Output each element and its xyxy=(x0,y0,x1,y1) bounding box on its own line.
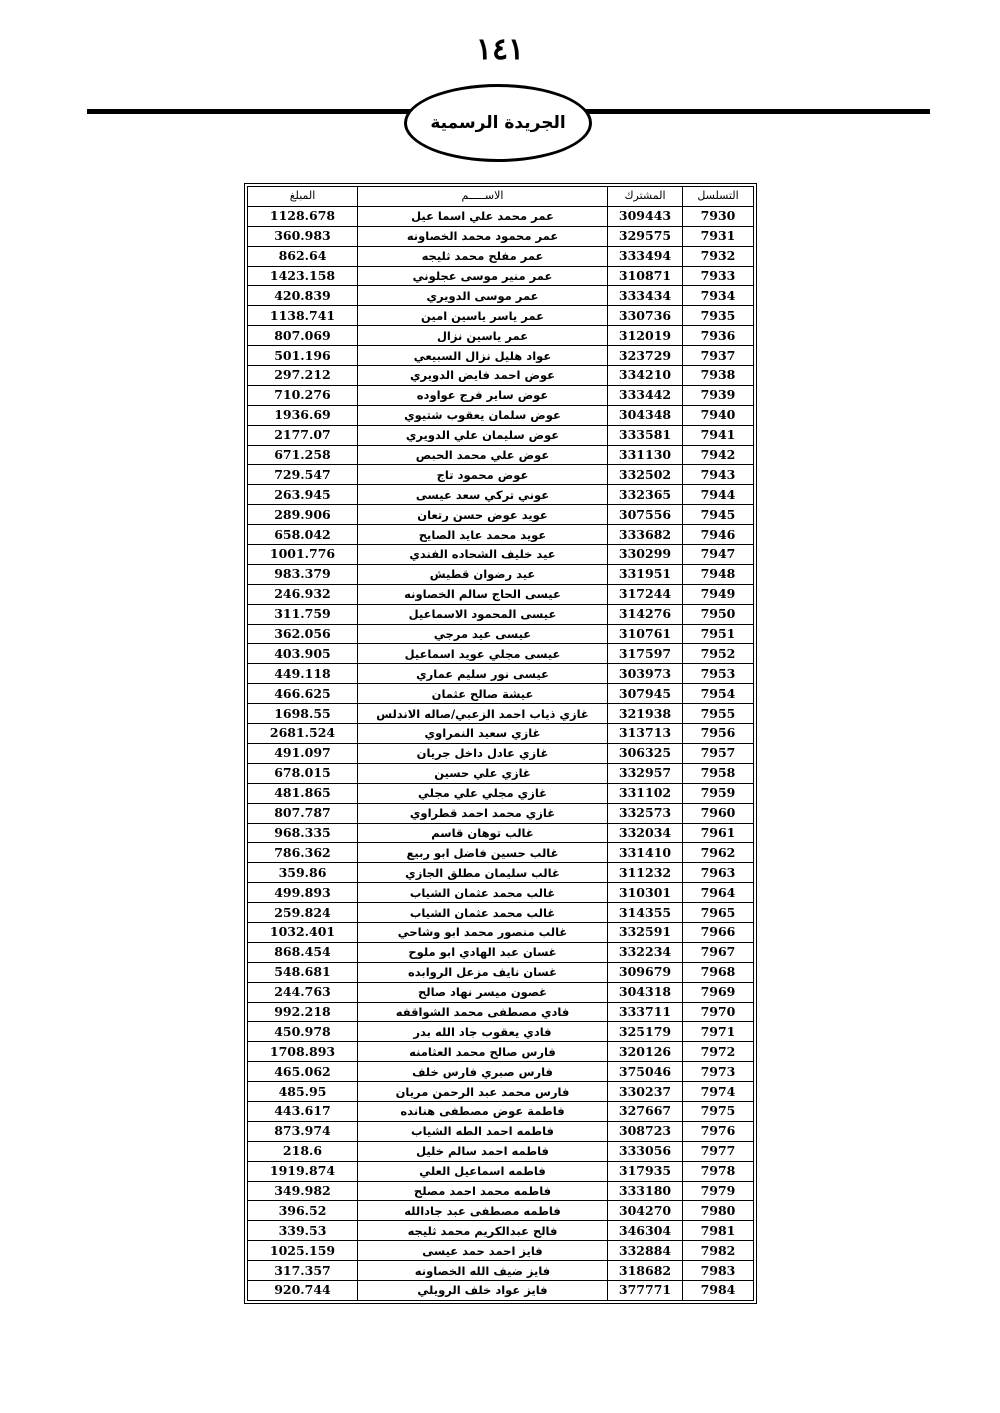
table-row xyxy=(248,226,754,246)
name-cell: غازي محمد احمد قطراوي xyxy=(358,803,608,823)
table-body xyxy=(248,206,754,1300)
table-row xyxy=(248,385,754,405)
amount-cell: 289.906 xyxy=(248,505,358,525)
table-row xyxy=(248,624,754,644)
name-cell: غالب سليمان مطلق الجازي xyxy=(358,863,608,883)
name-cell: فايز عواد خلف الرويلي xyxy=(358,1280,608,1300)
gazette-title: الجريدة الرسمية xyxy=(430,113,566,133)
amount-cell: 450.978 xyxy=(248,1022,358,1042)
serial-cell: 7935 xyxy=(683,306,754,326)
subscriber-cell: 333494 xyxy=(608,246,683,266)
serial-cell: 7944 xyxy=(683,485,754,505)
table-row xyxy=(248,803,754,823)
table-row xyxy=(248,604,754,624)
subscriber-cell: 318682 xyxy=(608,1261,683,1281)
name-cell: غالب توهان قاسم xyxy=(358,823,608,843)
name-cell: غازي سعيد النمراوي xyxy=(358,724,608,744)
serial-cell: 7977 xyxy=(683,1141,754,1161)
table-row xyxy=(248,962,754,982)
subscriber-cell: 331410 xyxy=(608,843,683,863)
serial-cell: 7950 xyxy=(683,604,754,624)
subscriber-cell: 375046 xyxy=(608,1062,683,1082)
table-row xyxy=(248,903,754,923)
name-cell: فاطمه احمد سالم خليل xyxy=(358,1141,608,1161)
serial-cell: 7970 xyxy=(683,1002,754,1022)
name-cell: غازي عادل داخل جريان xyxy=(358,743,608,763)
subscriber-cell: 314355 xyxy=(608,903,683,923)
name-cell: عويد محمد عايد الصايح xyxy=(358,525,608,545)
serial-cell: 7972 xyxy=(683,1042,754,1062)
name-cell: عوض ساير فرج عواوده xyxy=(358,385,608,405)
subscriber-cell: 312019 xyxy=(608,326,683,346)
name-cell: عوض سلمان يعقوب شتيوي xyxy=(358,405,608,425)
table-row xyxy=(248,425,754,445)
table-row xyxy=(248,584,754,604)
table-row xyxy=(248,724,754,744)
serial-cell: 7946 xyxy=(683,525,754,545)
name-cell: عيد خليف الشحاده الفندي xyxy=(358,545,608,565)
name-cell: عمر مفلح محمد ثليجه xyxy=(358,246,608,266)
serial-cell: 7964 xyxy=(683,883,754,903)
name-cell: غالب محمد عثمان الشياب xyxy=(358,883,608,903)
amount-cell: 466.625 xyxy=(248,684,358,704)
name-cell: فاطمه احمد الطه الشياب xyxy=(358,1121,608,1141)
header-serial: التسلسل xyxy=(683,187,754,207)
name-cell: عمر محمود محمد الخصاونه xyxy=(358,226,608,246)
subscriber-cell: 329575 xyxy=(608,226,683,246)
amount-cell: 920.744 xyxy=(248,1280,358,1300)
table-row xyxy=(248,266,754,286)
subscriber-cell: 313713 xyxy=(608,724,683,744)
name-cell: عمر ياسين نزال xyxy=(358,326,608,346)
serial-cell: 7974 xyxy=(683,1082,754,1102)
table-row xyxy=(248,883,754,903)
table-row xyxy=(248,1121,754,1141)
table-row xyxy=(248,743,754,763)
amount-cell: 729.547 xyxy=(248,465,358,485)
table-row xyxy=(248,366,754,386)
subscriber-cell: 310301 xyxy=(608,883,683,903)
name-cell: غسان نايف مزعل الروابده xyxy=(358,962,608,982)
subscriber-cell: 317597 xyxy=(608,644,683,664)
name-cell: فايز احمد حمد عيسى xyxy=(358,1241,608,1261)
amount-cell: 862.64 xyxy=(248,246,358,266)
subscriber-cell: 307945 xyxy=(608,684,683,704)
subscriber-cell: 306325 xyxy=(608,743,683,763)
name-cell: عيسى نور سليم عماري xyxy=(358,664,608,684)
amount-cell: 403.905 xyxy=(248,644,358,664)
subscriber-cell: 304318 xyxy=(608,982,683,1002)
serial-cell: 7968 xyxy=(683,962,754,982)
subscriber-cell: 331951 xyxy=(608,564,683,584)
serial-cell: 7953 xyxy=(683,664,754,684)
amount-cell: 1032.401 xyxy=(248,922,358,942)
subscriber-cell: 330237 xyxy=(608,1082,683,1102)
header-name: الاســـــم xyxy=(358,187,608,207)
table-row xyxy=(248,1101,754,1121)
amount-cell: 218.6 xyxy=(248,1141,358,1161)
amount-cell: 1128.678 xyxy=(248,206,358,226)
subscriber-table xyxy=(247,186,754,1301)
amount-cell: 983.379 xyxy=(248,564,358,584)
subscriber-cell: 323729 xyxy=(608,346,683,366)
amount-cell: 297.212 xyxy=(248,366,358,386)
subscriber-cell: 308723 xyxy=(608,1121,683,1141)
serial-cell: 7952 xyxy=(683,644,754,664)
subscriber-cell: 309679 xyxy=(608,962,683,982)
amount-cell: 1919.874 xyxy=(248,1161,358,1181)
amount-cell: 311.759 xyxy=(248,604,358,624)
name-cell: عيسى المحمود الاسماعيل xyxy=(358,604,608,624)
name-cell: عوض علي محمد الحبص xyxy=(358,445,608,465)
table-row xyxy=(248,465,754,485)
subscriber-cell: 310761 xyxy=(608,624,683,644)
amount-cell: 349.982 xyxy=(248,1181,358,1201)
amount-cell: 443.617 xyxy=(248,1101,358,1121)
header-subscriber: المشترك xyxy=(608,187,683,207)
name-cell: عوض سليمان علي الدويري xyxy=(358,425,608,445)
subscriber-cell: 333434 xyxy=(608,286,683,306)
name-cell: عوض احمد فايض الدويري xyxy=(358,366,608,386)
amount-cell: 339.53 xyxy=(248,1221,358,1241)
amount-cell: 873.974 xyxy=(248,1121,358,1141)
amount-cell: 359.86 xyxy=(248,863,358,883)
name-cell: عيسى عيد مرجي xyxy=(358,624,608,644)
amount-cell: 1708.893 xyxy=(248,1042,358,1062)
table-row xyxy=(248,405,754,425)
amount-cell: 396.52 xyxy=(248,1201,358,1221)
name-cell: فاطمه محمد احمد مصلح xyxy=(358,1181,608,1201)
subscriber-cell: 332034 xyxy=(608,823,683,843)
serial-cell: 7978 xyxy=(683,1161,754,1181)
subscriber-cell: 332573 xyxy=(608,803,683,823)
name-cell: غصون ميسر نهاد صالح xyxy=(358,982,608,1002)
amount-cell: 1698.55 xyxy=(248,704,358,724)
table-row xyxy=(248,545,754,565)
amount-cell: 658.042 xyxy=(248,525,358,545)
subscriber-cell: 333180 xyxy=(608,1181,683,1201)
name-cell: غازي مجلي علي مجلي xyxy=(358,783,608,803)
table-row xyxy=(248,1062,754,1082)
table-header-row xyxy=(248,187,754,207)
subscriber-cell: 314276 xyxy=(608,604,683,624)
table-row xyxy=(248,1141,754,1161)
subscriber-table-container xyxy=(247,186,753,1301)
serial-cell: 7956 xyxy=(683,724,754,744)
serial-cell: 7958 xyxy=(683,763,754,783)
amount-cell: 244.763 xyxy=(248,982,358,1002)
name-cell: عويد عوض حسن رتعان xyxy=(358,505,608,525)
serial-cell: 7947 xyxy=(683,545,754,565)
name-cell: عيسى الحاج سالم الخصاونه xyxy=(358,584,608,604)
table-row xyxy=(248,326,754,346)
amount-cell: 710.276 xyxy=(248,385,358,405)
table-row xyxy=(248,644,754,664)
amount-cell: 678.015 xyxy=(248,763,358,783)
subscriber-cell: 325179 xyxy=(608,1022,683,1042)
name-cell: فاطمه اسماعيل العلي xyxy=(358,1161,608,1181)
table-row xyxy=(248,843,754,863)
subscriber-cell: 333442 xyxy=(608,385,683,405)
table-row xyxy=(248,1221,754,1241)
table-row xyxy=(248,763,754,783)
name-cell: غازي علي حسين xyxy=(358,763,608,783)
serial-cell: 7975 xyxy=(683,1101,754,1121)
serial-cell: 7940 xyxy=(683,405,754,425)
amount-cell: 420.839 xyxy=(248,286,358,306)
table-row xyxy=(248,564,754,584)
subscriber-cell: 320126 xyxy=(608,1042,683,1062)
serial-cell: 7966 xyxy=(683,922,754,942)
serial-cell: 7983 xyxy=(683,1261,754,1281)
subscriber-cell: 310871 xyxy=(608,266,683,286)
table-row xyxy=(248,982,754,1002)
name-cell: غازي ذياب احمد الزعبي/صاله الاندلس xyxy=(358,704,608,724)
subscriber-cell: 333682 xyxy=(608,525,683,545)
table-row xyxy=(248,505,754,525)
subscriber-cell: 332957 xyxy=(608,763,683,783)
subscriber-cell: 311232 xyxy=(608,863,683,883)
serial-cell: 7984 xyxy=(683,1280,754,1300)
amount-cell: 1936.69 xyxy=(248,405,358,425)
amount-cell: 868.454 xyxy=(248,942,358,962)
subscriber-cell: 331102 xyxy=(608,783,683,803)
amount-cell: 499.893 xyxy=(248,883,358,903)
serial-cell: 7941 xyxy=(683,425,754,445)
serial-cell: 7955 xyxy=(683,704,754,724)
subscriber-cell: 327667 xyxy=(608,1101,683,1121)
serial-cell: 7957 xyxy=(683,743,754,763)
subscriber-cell: 317244 xyxy=(608,584,683,604)
amount-cell: 786.362 xyxy=(248,843,358,863)
subscriber-cell: 303973 xyxy=(608,664,683,684)
name-cell: عوني تركي سعد عيسى xyxy=(358,485,608,505)
serial-cell: 7932 xyxy=(683,246,754,266)
table-row xyxy=(248,823,754,843)
serial-cell: 7933 xyxy=(683,266,754,286)
serial-cell: 7949 xyxy=(683,584,754,604)
serial-cell: 7938 xyxy=(683,366,754,386)
subscriber-cell: 333581 xyxy=(608,425,683,445)
amount-cell: 263.945 xyxy=(248,485,358,505)
header-amount: المبلغ xyxy=(248,187,358,207)
amount-cell: 485.95 xyxy=(248,1082,358,1102)
serial-cell: 7961 xyxy=(683,823,754,843)
serial-cell: 7973 xyxy=(683,1062,754,1082)
subscriber-cell: 332234 xyxy=(608,942,683,962)
name-cell: عيشة صالح عثمان xyxy=(358,684,608,704)
serial-cell: 7959 xyxy=(683,783,754,803)
subscriber-cell: 346304 xyxy=(608,1221,683,1241)
amount-cell: 2681.524 xyxy=(248,724,358,744)
subscriber-cell: 304270 xyxy=(608,1201,683,1221)
name-cell: فارس محمد عبد الرحمن مريان xyxy=(358,1082,608,1102)
name-cell: فارس صالح محمد العثامنه xyxy=(358,1042,608,1062)
subscriber-cell: 330299 xyxy=(608,545,683,565)
serial-cell: 7971 xyxy=(683,1022,754,1042)
serial-cell: 7930 xyxy=(683,206,754,226)
table-row xyxy=(248,1241,754,1261)
subscriber-cell: 333711 xyxy=(608,1002,683,1022)
amount-cell: 1138.741 xyxy=(248,306,358,326)
amount-cell: 501.196 xyxy=(248,346,358,366)
subscriber-cell: 304348 xyxy=(608,405,683,425)
serial-cell: 7945 xyxy=(683,505,754,525)
table-row xyxy=(248,1280,754,1300)
serial-cell: 7936 xyxy=(683,326,754,346)
serial-cell: 7979 xyxy=(683,1181,754,1201)
gazette-title-oval xyxy=(404,84,592,162)
table-row xyxy=(248,704,754,724)
amount-cell: 968.335 xyxy=(248,823,358,843)
serial-cell: 7967 xyxy=(683,942,754,962)
name-cell: عوض محمود تاج xyxy=(358,465,608,485)
table-row xyxy=(248,485,754,505)
subscriber-cell: 332502 xyxy=(608,465,683,485)
name-cell: عمر منير موسى عجلوني xyxy=(358,266,608,286)
subscriber-cell: 377771 xyxy=(608,1280,683,1300)
serial-cell: 7962 xyxy=(683,843,754,863)
name-cell: غالب حسين فاضل ابو ربيع xyxy=(358,843,608,863)
table-row xyxy=(248,942,754,962)
amount-cell: 1423.158 xyxy=(248,266,358,286)
name-cell: غسان عبد الهادي ابو ملوح xyxy=(358,942,608,962)
table-row xyxy=(248,1201,754,1221)
subscriber-cell: 330736 xyxy=(608,306,683,326)
name-cell: فاطمة عوض مصطفى هنانده xyxy=(358,1101,608,1121)
table-row xyxy=(248,1042,754,1062)
serial-cell: 7931 xyxy=(683,226,754,246)
subscriber-cell: 334210 xyxy=(608,366,683,386)
serial-cell: 7948 xyxy=(683,564,754,584)
name-cell: فاطمه مصطفى عبد جادالله xyxy=(358,1201,608,1221)
table-row xyxy=(248,306,754,326)
subscriber-cell: 331130 xyxy=(608,445,683,465)
table-row xyxy=(248,246,754,266)
table-row xyxy=(248,922,754,942)
amount-cell: 992.218 xyxy=(248,1002,358,1022)
table-row xyxy=(248,1261,754,1281)
serial-cell: 7943 xyxy=(683,465,754,485)
table-row xyxy=(248,1002,754,1022)
serial-cell: 7942 xyxy=(683,445,754,465)
name-cell: فالح عبدالكريم محمد ثليجه xyxy=(358,1221,608,1241)
table-row xyxy=(248,783,754,803)
name-cell: عمر محمد علي اسما عيل xyxy=(358,206,608,226)
amount-cell: 317.357 xyxy=(248,1261,358,1281)
table-row xyxy=(248,525,754,545)
table-row xyxy=(248,206,754,226)
table-row xyxy=(248,684,754,704)
amount-cell: 1001.776 xyxy=(248,545,358,565)
subscriber-cell: 332365 xyxy=(608,485,683,505)
amount-cell: 246.932 xyxy=(248,584,358,604)
table-row xyxy=(248,286,754,306)
amount-cell: 362.056 xyxy=(248,624,358,644)
subscriber-cell: 321938 xyxy=(608,704,683,724)
serial-cell: 7980 xyxy=(683,1201,754,1221)
serial-cell: 7954 xyxy=(683,684,754,704)
serial-cell: 7976 xyxy=(683,1121,754,1141)
name-cell: عواد هليل نزال السبيعي xyxy=(358,346,608,366)
subscriber-cell: 309443 xyxy=(608,206,683,226)
name-cell: عمر موسى الدويري xyxy=(358,286,608,306)
amount-cell: 465.062 xyxy=(248,1062,358,1082)
amount-cell: 360.983 xyxy=(248,226,358,246)
amount-cell: 807.069 xyxy=(248,326,358,346)
serial-cell: 7969 xyxy=(683,982,754,1002)
table-row xyxy=(248,1082,754,1102)
page-number: ١٤١ xyxy=(475,32,525,67)
subscriber-cell: 307556 xyxy=(608,505,683,525)
table-row xyxy=(248,863,754,883)
name-cell: عمر ياسر ياسين امين xyxy=(358,306,608,326)
amount-cell: 481.865 xyxy=(248,783,358,803)
serial-cell: 7960 xyxy=(683,803,754,823)
amount-cell: 2177.07 xyxy=(248,425,358,445)
name-cell: فايز ضيف الله الخصاونه xyxy=(358,1261,608,1281)
serial-cell: 7934 xyxy=(683,286,754,306)
serial-cell: 7951 xyxy=(683,624,754,644)
subscriber-cell: 317935 xyxy=(608,1161,683,1181)
subscriber-cell: 332591 xyxy=(608,922,683,942)
amount-cell: 548.681 xyxy=(248,962,358,982)
table-row xyxy=(248,1181,754,1201)
table-row xyxy=(248,346,754,366)
subscriber-cell: 332884 xyxy=(608,1241,683,1261)
serial-cell: 7939 xyxy=(683,385,754,405)
subscriber-cell: 333056 xyxy=(608,1141,683,1161)
name-cell: غالب منصور محمد ابو وشاحي xyxy=(358,922,608,942)
serial-cell: 7963 xyxy=(683,863,754,883)
table-row xyxy=(248,1161,754,1181)
table-row xyxy=(248,1022,754,1042)
name-cell: عيد رضوان قطيش xyxy=(358,564,608,584)
name-cell: عيسى مجلي عويد اسماعيل xyxy=(358,644,608,664)
name-cell: فارس صبري فارس خلف xyxy=(358,1062,608,1082)
amount-cell: 449.118 xyxy=(248,664,358,684)
serial-cell: 7981 xyxy=(683,1221,754,1241)
amount-cell: 1025.159 xyxy=(248,1241,358,1261)
amount-cell: 671.258 xyxy=(248,445,358,465)
table-row xyxy=(248,664,754,684)
amount-cell: 491.097 xyxy=(248,743,358,763)
name-cell: فادي يعقوب جاد الله بدر xyxy=(358,1022,608,1042)
amount-cell: 807.787 xyxy=(248,803,358,823)
amount-cell: 259.824 xyxy=(248,903,358,923)
serial-cell: 7982 xyxy=(683,1241,754,1261)
name-cell: غالب محمد عثمان الشياب xyxy=(358,903,608,923)
table-row xyxy=(248,445,754,465)
serial-cell: 7937 xyxy=(683,346,754,366)
name-cell: فادي مصطفى محمد الشواقفه xyxy=(358,1002,608,1022)
serial-cell: 7965 xyxy=(683,903,754,923)
